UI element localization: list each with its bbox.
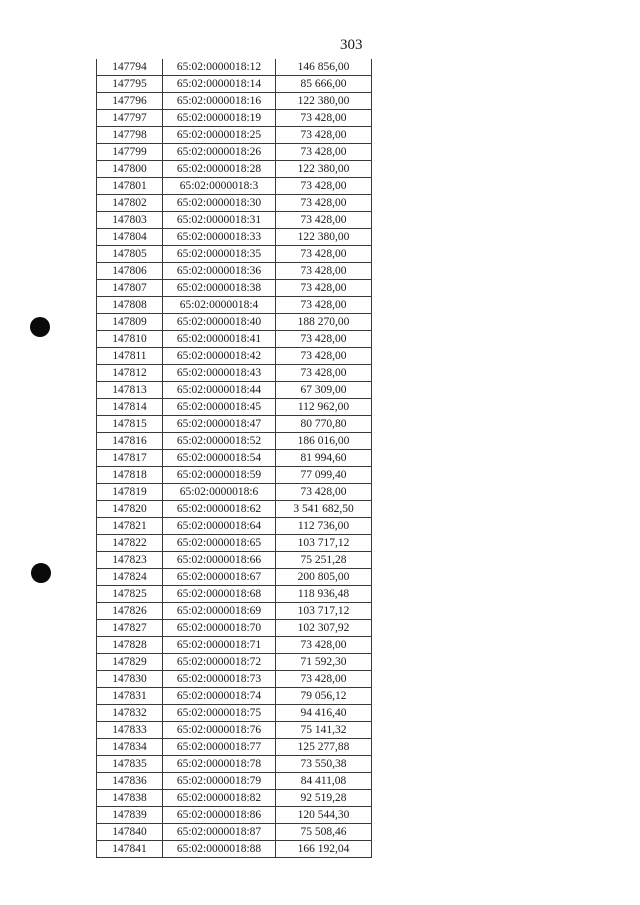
value-cell: 120 544,30 [276, 807, 372, 824]
cadastral-number-cell: 65:02:0000018:74 [163, 688, 276, 705]
row-number-cell: 147807 [97, 280, 163, 297]
table-row [97, 314, 372, 331]
table-row [97, 807, 372, 824]
row-number-cell: 147802 [97, 195, 163, 212]
value-cell: 75 508,46 [276, 824, 372, 841]
row-number-cell: 147838 [97, 790, 163, 807]
table-row [97, 331, 372, 348]
value-cell: 122 380,00 [276, 229, 372, 246]
table-row [97, 110, 372, 127]
cadastral-number-cell: 65:02:0000018:77 [163, 739, 276, 756]
cadastral-number-cell: 65:02:0000018:26 [163, 144, 276, 161]
row-number-cell: 147811 [97, 348, 163, 365]
cadastral-number-cell: 65:02:0000018:3 [163, 178, 276, 195]
row-number-cell: 147799 [97, 144, 163, 161]
value-cell: 67 309,00 [276, 382, 372, 399]
cadastral-number-cell: 65:02:0000018:12 [163, 59, 276, 76]
table-row [97, 484, 372, 501]
cadastral-number-cell: 65:02:0000018:43 [163, 365, 276, 382]
cadastral-number-cell: 65:02:0000018:14 [163, 76, 276, 93]
table-row [97, 569, 372, 586]
value-cell: 125 277,88 [276, 739, 372, 756]
value-cell: 146 856,00 [276, 59, 372, 76]
row-number-cell: 147840 [97, 824, 163, 841]
table-row [97, 433, 372, 450]
value-cell: 73 428,00 [276, 110, 372, 127]
cadastral-number-cell: 65:02:0000018:87 [163, 824, 276, 841]
table-row [97, 620, 372, 637]
row-number-cell: 147822 [97, 535, 163, 552]
row-number-cell: 147831 [97, 688, 163, 705]
table-row [97, 637, 372, 654]
row-number-cell: 147818 [97, 467, 163, 484]
cadastral-number-cell: 65:02:0000018:72 [163, 654, 276, 671]
row-number-cell: 147800 [97, 161, 163, 178]
cadastral-number-cell: 65:02:0000018:73 [163, 671, 276, 688]
cadastral-number-cell: 65:02:0000018:44 [163, 382, 276, 399]
value-cell: 112 962,00 [276, 399, 372, 416]
row-number-cell: 147810 [97, 331, 163, 348]
value-cell: 73 428,00 [276, 195, 372, 212]
value-cell: 71 592,30 [276, 654, 372, 671]
cadastral-number-cell: 65:02:0000018:25 [163, 127, 276, 144]
row-number-cell: 147829 [97, 654, 163, 671]
table-row [97, 518, 372, 535]
cadastral-number-cell: 65:02:0000018:52 [163, 433, 276, 450]
row-number-cell: 147809 [97, 314, 163, 331]
row-number-cell: 147836 [97, 773, 163, 790]
table-row [97, 841, 372, 858]
table-row [97, 756, 372, 773]
table-row [97, 297, 372, 314]
value-cell: 73 428,00 [276, 297, 372, 314]
table-row [97, 450, 372, 467]
punch-hole-mark [30, 317, 50, 337]
row-number-cell: 147806 [97, 263, 163, 280]
value-cell: 73 428,00 [276, 127, 372, 144]
cadastral-number-cell: 65:02:0000018:67 [163, 569, 276, 586]
cadastral-number-cell: 65:02:0000018:64 [163, 518, 276, 535]
value-cell: 73 428,00 [276, 246, 372, 263]
table-row [97, 59, 372, 76]
table-row [97, 671, 372, 688]
value-cell: 84 411,08 [276, 773, 372, 790]
table-row [97, 382, 372, 399]
value-cell: 92 519,28 [276, 790, 372, 807]
row-number-cell: 147815 [97, 416, 163, 433]
cadastral-number-cell: 65:02:0000018:86 [163, 807, 276, 824]
value-cell: 118 936,48 [276, 586, 372, 603]
cadastral-number-cell: 65:02:0000018:42 [163, 348, 276, 365]
table-row [97, 586, 372, 603]
cadastral-number-cell: 65:02:0000018:71 [163, 637, 276, 654]
cadastral-number-cell: 65:02:0000018:40 [163, 314, 276, 331]
row-number-cell: 147801 [97, 178, 163, 195]
row-number-cell: 147824 [97, 569, 163, 586]
row-number-cell: 147820 [97, 501, 163, 518]
value-cell: 186 016,00 [276, 433, 372, 450]
value-cell: 166 192,04 [276, 841, 372, 858]
value-cell: 81 994,60 [276, 450, 372, 467]
cadastral-number-cell: 65:02:0000018:35 [163, 246, 276, 263]
table-row [97, 348, 372, 365]
table-row [97, 127, 372, 144]
cadastral-number-cell: 65:02:0000018:75 [163, 705, 276, 722]
row-number-cell: 147828 [97, 637, 163, 654]
table-row [97, 688, 372, 705]
value-cell: 75 251,28 [276, 552, 372, 569]
table-row [97, 824, 372, 841]
value-cell: 102 307,92 [276, 620, 372, 637]
table-row [97, 365, 372, 382]
cadastral-number-cell: 65:02:0000018:36 [163, 263, 276, 280]
value-cell: 73 428,00 [276, 331, 372, 348]
cadastral-number-cell: 65:02:0000018:54 [163, 450, 276, 467]
punch-hole-mark [31, 563, 51, 583]
row-number-cell: 147804 [97, 229, 163, 246]
table-row [97, 552, 372, 569]
table-row [97, 416, 372, 433]
table-row [97, 603, 372, 620]
row-number-cell: 147826 [97, 603, 163, 620]
row-number-cell: 147833 [97, 722, 163, 739]
value-cell: 80 770,80 [276, 416, 372, 433]
table-row [97, 144, 372, 161]
value-cell: 79 056,12 [276, 688, 372, 705]
table-row [97, 722, 372, 739]
value-cell: 73 550,38 [276, 756, 372, 773]
table-row [97, 76, 372, 93]
value-cell: 75 141,32 [276, 722, 372, 739]
cadastral-number-cell: 65:02:0000018:6 [163, 484, 276, 501]
table-row [97, 246, 372, 263]
cadastral-number-cell: 65:02:0000018:70 [163, 620, 276, 637]
table-row [97, 195, 372, 212]
row-number-cell: 147841 [97, 841, 163, 858]
value-cell: 188 270,00 [276, 314, 372, 331]
cadastral-number-cell: 65:02:0000018:66 [163, 552, 276, 569]
table-row [97, 212, 372, 229]
value-cell: 112 736,00 [276, 518, 372, 535]
value-cell: 94 416,40 [276, 705, 372, 722]
value-cell: 73 428,00 [276, 144, 372, 161]
table-row [97, 773, 372, 790]
row-number-cell: 147835 [97, 756, 163, 773]
row-number-cell: 147796 [97, 93, 163, 110]
table-row [97, 467, 372, 484]
row-number-cell: 147816 [97, 433, 163, 450]
cadastral-number-cell: 65:02:0000018:4 [163, 297, 276, 314]
value-cell: 73 428,00 [276, 484, 372, 501]
row-number-cell: 147823 [97, 552, 163, 569]
cadastral-number-cell: 65:02:0000018:19 [163, 110, 276, 127]
row-number-cell: 147808 [97, 297, 163, 314]
value-cell: 122 380,00 [276, 161, 372, 178]
table-body [97, 59, 372, 858]
cadastral-number-cell: 65:02:0000018:69 [163, 603, 276, 620]
cadastral-number-cell: 65:02:0000018:47 [163, 416, 276, 433]
row-number-cell: 147817 [97, 450, 163, 467]
value-cell: 200 805,00 [276, 569, 372, 586]
row-number-cell: 147834 [97, 739, 163, 756]
row-number-cell: 147825 [97, 586, 163, 603]
table-row [97, 93, 372, 110]
value-cell: 73 428,00 [276, 365, 372, 382]
row-number-cell: 147819 [97, 484, 163, 501]
table-row [97, 705, 372, 722]
cadastral-number-cell: 65:02:0000018:16 [163, 93, 276, 110]
row-number-cell: 147821 [97, 518, 163, 535]
table-row [97, 399, 372, 416]
table-row [97, 229, 372, 246]
cadastral-number-cell: 65:02:0000018:33 [163, 229, 276, 246]
table-row [97, 501, 372, 518]
table-row [97, 161, 372, 178]
value-cell: 85 666,00 [276, 76, 372, 93]
value-cell: 3 541 682,50 [276, 501, 372, 518]
value-cell: 73 428,00 [276, 263, 372, 280]
value-cell: 77 099,40 [276, 467, 372, 484]
cadastral-number-cell: 65:02:0000018:31 [163, 212, 276, 229]
row-number-cell: 147839 [97, 807, 163, 824]
value-cell: 103 717,12 [276, 603, 372, 620]
row-number-cell: 147805 [97, 246, 163, 263]
cadastral-number-cell: 65:02:0000018:59 [163, 467, 276, 484]
row-number-cell: 147798 [97, 127, 163, 144]
row-number-cell: 147797 [97, 110, 163, 127]
cadastral-number-cell: 65:02:0000018:78 [163, 756, 276, 773]
cadastral-number-cell: 65:02:0000018:28 [163, 161, 276, 178]
table-row [97, 654, 372, 671]
cadastral-number-cell: 65:02:0000018:45 [163, 399, 276, 416]
value-cell: 73 428,00 [276, 671, 372, 688]
cadastral-number-cell: 65:02:0000018:41 [163, 331, 276, 348]
table-row [97, 263, 372, 280]
row-number-cell: 147832 [97, 705, 163, 722]
cadastral-number-cell: 65:02:0000018:30 [163, 195, 276, 212]
row-number-cell: 147812 [97, 365, 163, 382]
value-cell: 73 428,00 [276, 348, 372, 365]
cadastral-number-cell: 65:02:0000018:82 [163, 790, 276, 807]
table-row [97, 535, 372, 552]
value-cell: 73 428,00 [276, 280, 372, 297]
cadastral-number-cell: 65:02:0000018:79 [163, 773, 276, 790]
value-cell: 103 717,12 [276, 535, 372, 552]
cadastral-number-cell: 65:02:0000018:38 [163, 280, 276, 297]
table-row [97, 178, 372, 195]
cadastral-number-cell: 65:02:0000018:68 [163, 586, 276, 603]
value-cell: 73 428,00 [276, 637, 372, 654]
cadastral-number-cell: 65:02:0000018:65 [163, 535, 276, 552]
row-number-cell: 147813 [97, 382, 163, 399]
table-row [97, 790, 372, 807]
row-number-cell: 147803 [97, 212, 163, 229]
row-number-cell: 147795 [97, 76, 163, 93]
row-number-cell: 147827 [97, 620, 163, 637]
page-number: 303 [340, 37, 363, 53]
value-cell: 122 380,00 [276, 93, 372, 110]
row-number-cell: 147830 [97, 671, 163, 688]
cadastral-number-cell: 65:02:0000018:76 [163, 722, 276, 739]
cadastral-value-table [96, 59, 372, 858]
value-cell: 73 428,00 [276, 178, 372, 195]
table-row [97, 280, 372, 297]
row-number-cell: 147814 [97, 399, 163, 416]
value-cell: 73 428,00 [276, 212, 372, 229]
row-number-cell: 147794 [97, 59, 163, 76]
cadastral-number-cell: 65:02:0000018:88 [163, 841, 276, 858]
cadastral-number-cell: 65:02:0000018:62 [163, 501, 276, 518]
table-row [97, 739, 372, 756]
